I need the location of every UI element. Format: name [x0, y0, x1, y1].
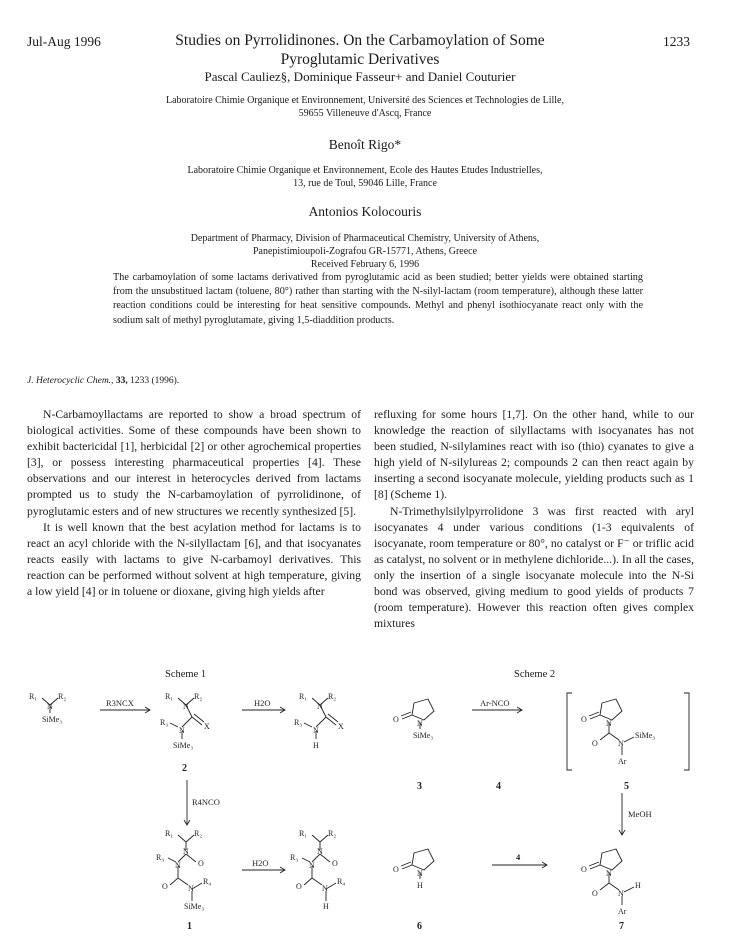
atom-label: O	[592, 739, 598, 748]
double-bond	[589, 862, 599, 866]
reagent-label: MeOH	[628, 809, 652, 819]
atom-label: N	[417, 869, 423, 878]
atom-label: R₄	[203, 877, 212, 886]
atom-label: R₂	[58, 692, 67, 701]
double-bond	[194, 714, 204, 722]
atom-label: N	[606, 719, 612, 728]
running-header-date: Jul-Aug 1996	[27, 34, 101, 49]
affiliation-2	[100, 164, 630, 190]
scheme-2-label: Scheme 2	[514, 669, 556, 680]
atom-label: N	[606, 869, 612, 878]
paragraph: It is well known that the best acylation method for lactams is to react an acyl chloride with the N-silyllactam [6], and that isocyanates reacts easily with lactams to give N-carbamoyl derivatives. This reaction can be performed without solvent at high temperature, giving a low yield [4] or in toluene or dioxane, giving high yields after	[27, 520, 361, 599]
atom-label: SiMe₃	[184, 902, 205, 911]
bond	[304, 723, 312, 727]
atom-label: N	[417, 719, 423, 728]
atom-label: H	[635, 881, 641, 890]
atom-label: R₁	[165, 829, 174, 838]
atom-label: N	[322, 884, 328, 893]
atom-label: X	[338, 722, 344, 731]
bond	[402, 715, 412, 719]
scheme-2-figure	[372, 685, 712, 935]
atom-label: X	[204, 722, 210, 731]
author-list-1: Pascal Cauliez§, Dominique Fasseur+ and Daniel Couturier	[204, 69, 516, 84]
bond	[178, 835, 194, 842]
body-column-right	[374, 407, 694, 632]
ring	[412, 849, 434, 870]
compound-number: 5	[624, 781, 629, 792]
bond	[312, 878, 322, 885]
double-bond	[401, 712, 411, 716]
atom-label: N	[179, 726, 185, 735]
bond	[402, 865, 412, 869]
atom-label: R₂	[328, 829, 337, 838]
compound-number: 6	[417, 921, 422, 932]
citation-journal: J. Heterocyclic Chem.,	[27, 376, 114, 386]
reagent-label: Ar-NCO	[480, 698, 510, 708]
scheme-1-label: Scheme 1	[165, 669, 207, 680]
atom-label: O	[592, 889, 598, 898]
affiliation-3-line-1: Department of Pharmacy, Division of Pharmaceutical Chemistry, University of Athens,	[190, 233, 540, 244]
compound-number: 1	[187, 921, 192, 932]
double-bond	[401, 862, 411, 866]
reagent-label: H2O	[254, 698, 271, 708]
citation-pages: 1233 (1996).	[130, 376, 180, 386]
atom-label: O	[198, 859, 204, 868]
author-2: Benoît Rigo*	[328, 137, 402, 152]
atom-label: N	[313, 726, 319, 735]
bond	[178, 878, 188, 885]
atom-label: O	[581, 715, 587, 724]
affiliation-1	[100, 94, 630, 120]
atom-label: R₃	[290, 853, 299, 862]
bond	[170, 878, 178, 885]
author-3: Antonios Kolocouris	[308, 204, 422, 219]
atom-label: O	[393, 865, 399, 874]
atom-label: R₄	[337, 877, 346, 886]
bond	[312, 835, 328, 842]
bracket	[567, 693, 572, 770]
affiliation-3	[100, 232, 630, 271]
bond	[624, 887, 634, 892]
atom-label: N	[618, 889, 624, 898]
atom-label: N	[183, 847, 189, 856]
atom-label: SiMe₃	[413, 731, 434, 740]
ring	[600, 699, 622, 720]
compound-number: 2	[182, 763, 187, 774]
paragraph: N-Trimethylsilylpyrrolidone 3 was first reacted with aryl isocyanates 4 under various conditions (1-3 equivalents of isocyanate, room temperature or 80°, no catalyst or F⁻ or triflic acid as catalyst, no solvent or in methylene dichloride...). In all the cases, only the insertion of a single isocyanate molecule into the N-Si bond was observed, giving medium to good yields of products 7 (room temperature). However this reaction often gives complex mixtures	[374, 504, 694, 631]
atom-label: Ar	[618, 907, 627, 916]
atom-label: R₁	[165, 692, 174, 701]
reagent-label: R3NCX	[106, 698, 134, 708]
reagent-label: 4	[516, 852, 521, 862]
atom-label: R₂	[194, 829, 203, 838]
bond	[590, 715, 600, 719]
paper-title-line-1: Studies on Pyrrolidinones. On the Carbamoylation of Some	[175, 32, 545, 49]
atom-label: N	[188, 884, 194, 893]
scheme-1-figure	[20, 685, 365, 935]
affiliation-1-line-2: 59655 Villeneuve d'Ascq, France	[298, 108, 432, 119]
abstract: The carbamoylation of some lactams derivatived from pyroglutamic acid as been studied; better yields were obtained starting from the unsubstitued lactam (toluene, 80°) rather than starting with the N-silyl-lactam (room temperature), although these latter reaction conditions could be interesting for heat sensitive compounds. Methyl and phenyl isothiocyanate react only with the sodium salt of methyl pyroglutamate, giving 1,5-diaddition products.	[113, 272, 643, 326]
atom-label: O	[393, 715, 399, 724]
paper-title-line-2: Pyroglutamic Derivatives	[280, 51, 440, 68]
atom-label: R₁	[299, 829, 308, 838]
page-number: 1233	[663, 34, 690, 49]
ring	[412, 699, 434, 720]
atom-label: SiMe₃	[173, 741, 194, 750]
bond	[600, 883, 609, 890]
bond	[600, 733, 609, 740]
atom-label: N	[618, 739, 624, 748]
paragraph: refluxing for some hours [1,7]. On the other hand, while to our knowledge the reaction of silyllactams with isocyanates has not been studied, N-silylamines react with iso (thio) cyanates to give a high yield of N-silylureas 2; compounds 2 can then react again by inserting a second isocyanate molecule, yielding products such as 1 [8] (Scheme 1).	[374, 408, 694, 502]
atom-label: N	[309, 861, 315, 870]
atom-label: H	[417, 881, 423, 890]
bond	[304, 878, 312, 885]
paper-title	[130, 31, 590, 69]
affiliation-1-line-1: Laboratoire Chimie Organique et Environnement, Université des Sciences et Technologies de Lille,	[166, 95, 564, 106]
atom-label: R₁	[299, 692, 308, 701]
atom-label: N	[175, 861, 181, 870]
compound-number: 7	[619, 921, 624, 932]
ring	[600, 849, 622, 870]
atom-label: H	[313, 741, 319, 750]
affiliation-2-line-2: 13, rue de Toul, 59046 Lille, France	[293, 178, 437, 189]
atom-label: R₃	[160, 718, 169, 727]
atom-label: R₃	[156, 853, 165, 862]
atom-label: Ar	[618, 757, 627, 766]
affiliation-2-line-1: Laboratoire Chimie Organique et Environnement, Ecole des Hautes Etudes Industrielles,	[187, 165, 543, 176]
paragraph: N-Carbamoyllactams are reported to show a broad spectrum of biological activities. Some of these compounds have been shown to exhibit bactericidal [1], herbicidal [2] or other agrochemical properties [3], or possess interesting pharmaceutical properties [4]. These observations and our interest in heterocycles derived from lactams prompted us to study the N-carbamoylation of pyrrolidinone, of pyroglutamic esters and of new structures we recently synthesized [5].	[27, 408, 361, 518]
bond	[170, 723, 178, 727]
bond	[624, 737, 634, 742]
atom-label: R₂	[194, 692, 203, 701]
body-column-left	[27, 407, 361, 600]
atom-label: N	[317, 702, 323, 711]
atom-label: N	[317, 847, 323, 856]
atom-label: N	[183, 702, 189, 711]
atom-label: SiMe₃	[635, 731, 656, 740]
reagent-label: H2O	[252, 858, 269, 868]
atom-label: O	[581, 865, 587, 874]
bond	[326, 717, 336, 725]
received-date: Received February 6, 1996	[310, 259, 420, 270]
atom-label: N	[47, 702, 53, 711]
citation-volume: 33,	[115, 376, 128, 386]
atom-label: O	[296, 882, 302, 891]
affiliation-3-line-2: Panepistimioupoli-Zografou GR-15771, Athens, Greece	[252, 246, 478, 257]
bond	[192, 717, 202, 725]
atom-label: R₁	[29, 692, 38, 701]
atom-label: R₂	[328, 692, 337, 701]
double-bond	[589, 712, 599, 716]
double-bond	[328, 714, 338, 722]
journal-citation	[27, 376, 179, 386]
bracket	[684, 693, 689, 770]
atom-label: H	[323, 902, 329, 911]
atom-label: O	[162, 882, 168, 891]
bond	[590, 865, 600, 869]
reagent-label: R4NCO	[192, 797, 220, 807]
compound-number: 3	[417, 781, 422, 792]
compound-number: 4	[496, 781, 501, 792]
atom-label: O	[332, 859, 338, 868]
atom-label: SiMe₃	[42, 715, 63, 724]
atom-label: R₃	[294, 718, 303, 727]
